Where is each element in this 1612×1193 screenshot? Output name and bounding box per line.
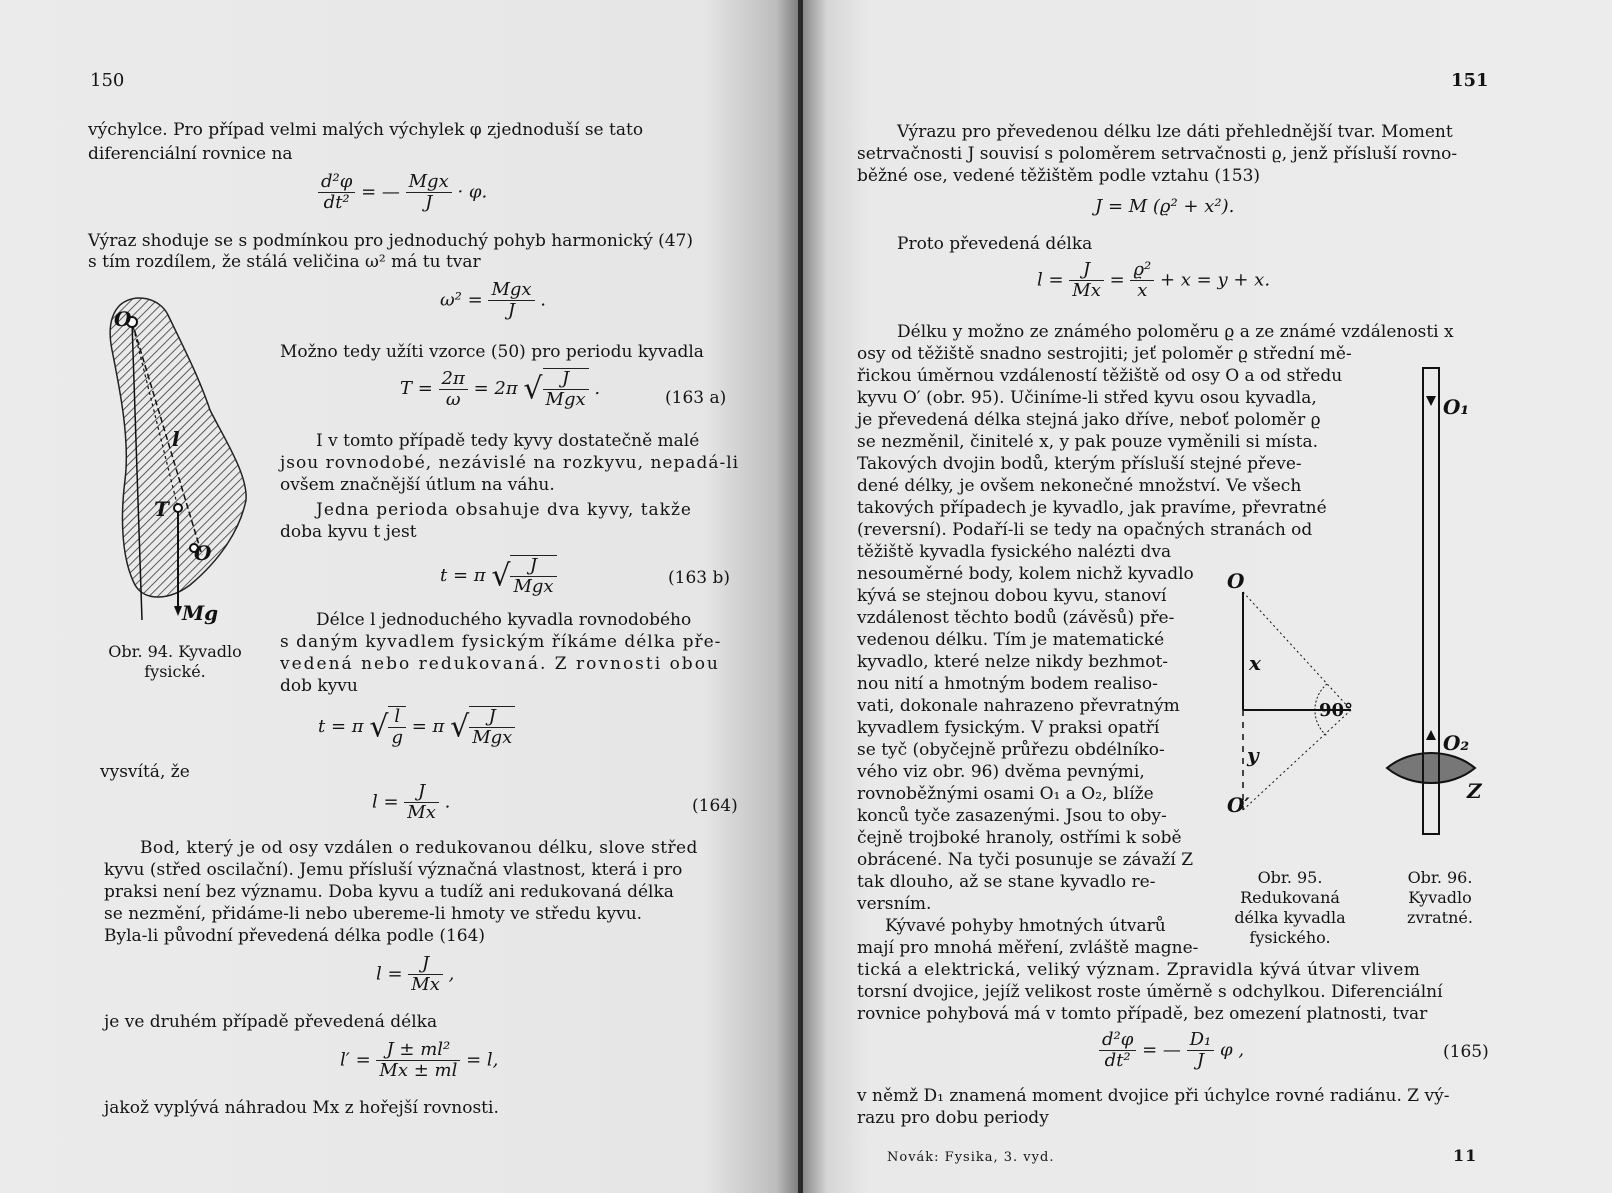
text-line: se nezmění, přidáme-li nebo ubereme-li hmoty ve středu kyvu. xyxy=(104,904,643,924)
text-line: vysvítá, že xyxy=(100,762,190,782)
svg-text:x: x xyxy=(1249,651,1261,675)
svg-text:Z: Z xyxy=(1467,779,1482,803)
text-line: torsní dvojice, jejíž velikost roste úměrně s odchylkou. Diferenciální xyxy=(857,982,1443,1002)
text-line: dob kyvu xyxy=(280,676,358,696)
text-line: nesouměrné body, kolem nichž kyvadlo xyxy=(857,564,1194,584)
text-line: Proto převedená délka xyxy=(897,234,1093,254)
text-line: kyvu (střed oscilační). Jemu přísluší význačná vlastnost, která i pro xyxy=(104,860,683,880)
equation-number: (164) xyxy=(692,796,738,816)
equation-4: t = π √ $\frac{J}{\text{Mgx}}$ xyxy=(440,555,557,597)
text-line: je ve druhém případě převedená délka xyxy=(104,1012,438,1032)
text-line: versním. xyxy=(857,894,932,914)
text-line: ovšem značnější útlum na váhu. xyxy=(280,475,555,495)
text-line: dené délky, je ovšem nekonečné množství. Ve všech xyxy=(857,476,1302,496)
text-line: Takových dvojin bodů, kterým přísluší stejné převe- xyxy=(857,454,1302,474)
svg-text:O: O xyxy=(194,541,212,565)
equation-r1: J = M (ϱ² + x²). xyxy=(1095,196,1235,217)
text-line: rovnoběžnými osami O₁ a O₂, blíže xyxy=(857,784,1154,804)
text-line: tická a elektrická, veliký význam. Zpravidla kývá útvar vlivem xyxy=(857,960,1421,980)
svg-text:O: O xyxy=(114,307,132,331)
text-line: se tyč (obyčejně průřezu obdélníko- xyxy=(857,740,1165,760)
text-line: s tím rozdílem, že stálá veličina ω² má tu tvar xyxy=(88,252,481,272)
text-line: Kývavé pohyby hmotných útvarů xyxy=(885,916,1166,936)
text-line: (reversní). Podaří-li se tedy na opačných stranách od xyxy=(857,520,1313,540)
text-line: konců tyče zasazenými. Jsou to oby- xyxy=(857,806,1167,826)
equation-6: l = $\frac{J}{Mx}$ . xyxy=(372,781,451,823)
text-line: výchylce. Pro případ velmi malých výchylek φ zjednoduší se tato xyxy=(88,120,644,140)
text-line: obrácené. Na tyči posunuje se závaží Z xyxy=(857,850,1194,870)
svg-text:O′: O′ xyxy=(1227,793,1250,817)
svg-text:l: l xyxy=(172,427,180,451)
equation-2: ω² = $\frac{\text{Mgx}}{J}$ . xyxy=(440,279,547,321)
text-line: jakož vyplývá náhradou Mx z hořejší rovnosti. xyxy=(104,1098,499,1118)
figure-94-caption: Obr. 94. Kyvadlo fysické. xyxy=(108,642,242,681)
svg-text:Mg: Mg xyxy=(182,601,219,625)
text-line: vati, dokonale nahrazeno převratným xyxy=(857,696,1180,716)
text-line: diferenciální rovnice na xyxy=(88,144,293,164)
figure-96-caption: Obr. 96. Kyvadlo zvratné. xyxy=(1407,868,1473,927)
svg-text:90°: 90° xyxy=(1319,700,1354,721)
text-line: kyvadlem fysickým. V praksi opatří xyxy=(857,718,1160,738)
text-line: těžiště kyvadla fysického nalézti dva xyxy=(857,542,1172,562)
right-page xyxy=(803,0,1612,1193)
page-number-left: 150 xyxy=(90,70,125,91)
text-line: s daným kyvadlem fysickým říkáme délka pře- xyxy=(280,632,722,652)
text-line: razu pro dobu periody xyxy=(857,1108,1049,1128)
text-line: Délku y možno ze známého poloměru ϱ a ze známé vzdálenosti x xyxy=(897,322,1454,342)
text-line: běžné ose, vedené těžištěm podle vztahu (153) xyxy=(857,166,1261,186)
text-line: I v tomto případě tedy kyvy dostatečně malé xyxy=(316,431,700,451)
equation-8: l′ = $\frac{\text{J ± ml²}}{Mx \pm ml}$ = l, xyxy=(340,1039,499,1081)
text-line: čejně trojboké hranoly, ostřími k sobě xyxy=(857,828,1182,848)
svg-text:T: T xyxy=(154,497,169,521)
equation-number: (163 b) xyxy=(668,568,730,588)
equation-1: $\frac{\text{d²φ}}{\text{dt²}}$ = — $\frac{\text{Mgx}}{J}$ · φ. xyxy=(318,172,487,213)
equation-3: T = $\frac{2\pi}{\omega}$ = 2π √ $\frac{J}{\text{Mgx}}$ . xyxy=(400,367,601,410)
text-line: v němž D₁ znamená moment dvojice při úchylce rovné radiánu. Z vý- xyxy=(857,1086,1450,1106)
text-line: Byla-li původní převedená délka podle (164) xyxy=(104,926,486,946)
text-line: rovnice pohybová má v tomto případě, bez omezení platnosti, tvar xyxy=(857,1004,1428,1024)
text-line: vého viz obr. 96) dvěma pevnými, xyxy=(857,762,1145,782)
text-line: Jedna perioda obsahuje dva kyvy, takže xyxy=(316,500,692,520)
sliding-weight xyxy=(1387,753,1475,783)
text-line: Délce l jednoduchého kyvadla rovnodobého xyxy=(316,610,692,630)
knife-edge-o1 xyxy=(1426,396,1436,406)
text-line: mají pro mnohá měření, zvláště magne- xyxy=(857,938,1199,958)
text-line: praksi není bez významu. Doba kyvu a tudíž ani redukovaná délka xyxy=(104,882,674,902)
figure-94-physical-pendulum xyxy=(90,290,260,630)
text-line: tak dlouho, až se stane kyvadlo re- xyxy=(857,872,1156,892)
text-line: se nezměnil, činitelé x, y pak pouze vyměnili si místa. xyxy=(857,432,1318,452)
text-line: Výrazu pro převedenou délku lze dáti přehlednější tvar. Moment xyxy=(897,122,1453,142)
figure-96-reversible-pendulum xyxy=(1381,358,1491,838)
page-number-right: 151 xyxy=(1451,70,1489,91)
text-line: osy od těžiště snadno sestrojiti; jeť poloměr ϱ střední mě- xyxy=(857,344,1352,364)
text-line: kyvu O′ (obr. 95). Učiníme-li střed kyvu osou kyvadla, xyxy=(857,388,1317,408)
text-line: setrvačnosti J souvisí s poloměrem setrvačnosti ϱ, jenž přísluší rovno- xyxy=(857,144,1458,164)
equation-r2: l = $\frac{J}{Mx}$ = $\frac{\text{ϱ²}}{x}$ + x = y + x. xyxy=(1037,259,1271,301)
text-line: je převedená délka stejná jako dříve, neboť poloměr ϱ xyxy=(857,410,1321,430)
text-line: doba kyvu t jest xyxy=(280,522,417,542)
text-line: takových případech je kyvadlo, jak pravíme, převratné xyxy=(857,498,1327,518)
figure-95-caption: Obr. 95. Redukovaná délka kyvadla fysického. xyxy=(1234,868,1346,947)
text-line: řickou úměrnou vzdáleností těžiště od osy O a od středu xyxy=(857,366,1343,386)
text-line: Výraz shoduje se s podmínkou pro jednoduchý pohyb harmonický (47) xyxy=(88,231,693,251)
text-line: Bod, který je od osy vzdálen o redukovanou délku, slove střed xyxy=(140,838,698,858)
footer-signature: Novák: Fysika, 3. vyd. xyxy=(887,1150,1055,1165)
svg-text:O: O xyxy=(1227,570,1245,593)
text-line: jsou rovnodobé, nezávislé na rozkyvu, nepadá-li xyxy=(280,453,740,473)
text-line: vedená nebo redukovaná. Z rovnosti obou xyxy=(280,654,720,674)
figure-95-reduced-length xyxy=(1223,570,1373,850)
svg-text:y: y xyxy=(1247,743,1259,767)
text-line: Možno tedy užíti vzorce (50) pro periodu kyvadla xyxy=(280,342,704,362)
svg-text:O₂: O₂ xyxy=(1443,731,1470,755)
equation-number: (163 a) xyxy=(665,388,727,408)
text-line: vedenou délku. Tím je matematické xyxy=(857,630,1165,650)
text-line: vzdálenost těchto bodů (závěsů) pře- xyxy=(857,608,1175,628)
svg-text:O₁: O₁ xyxy=(1443,395,1470,419)
text-line: nou nití a hmotným bodem realiso- xyxy=(857,674,1158,694)
equation-r3: $\frac{\text{d²φ}}{\text{dt²}}$ = — $\frac{\text{D₁}}{J}$ φ , xyxy=(1099,1030,1244,1071)
sheet-number: 11 xyxy=(1453,1146,1478,1165)
text-line: kývá se stejnou dobou kyvu, stanoví xyxy=(857,586,1167,606)
equation-7: l = $\frac{J}{Mx}$ , xyxy=(376,953,455,995)
equation-5: t = π √ $\frac{l}{g}$ = π √ $\frac{J}{\text{Mgx}}$ xyxy=(318,706,515,748)
text-line: kyvadlo, které nelze nikdy bezhmot- xyxy=(857,652,1169,672)
left-page xyxy=(0,0,800,1193)
equation-number: (165) xyxy=(1443,1042,1489,1062)
knife-edge-o2 xyxy=(1426,730,1436,740)
